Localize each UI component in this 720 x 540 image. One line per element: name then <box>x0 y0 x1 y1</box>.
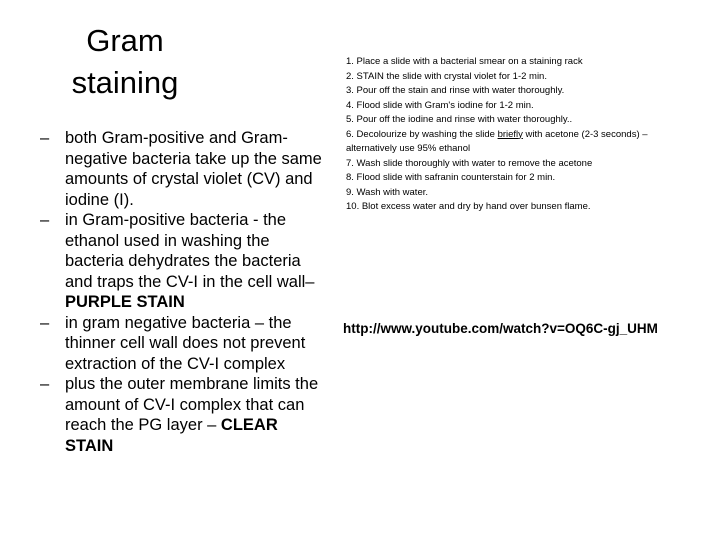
bullet-item <box>38 374 328 456</box>
bullet-dash: – <box>40 313 50 332</box>
bullet-dash: – <box>40 211 50 229</box>
briefly-underlined: briefly <box>497 128 523 140</box>
step-text: 6. Decolourize by washing the slide <box>346 128 498 140</box>
procedure-step: 10. Blot excess water and dry by hand over bunsen flame. <box>346 201 591 212</box>
procedure-steps <box>346 55 666 215</box>
purple-stain-label: PURPLE STAIN <box>65 293 185 311</box>
slide-title <box>50 20 200 104</box>
procedure-step: 1. Place a slide with a bacterial smear on a staining rack <box>346 56 583 67</box>
procedure-step: 2. STAIN the slide with crystal violet for 1-2 min. <box>346 70 547 82</box>
bullet-item <box>38 313 328 375</box>
bullet-text: plus the outer membrane limits the amount of CV-I complex that can reach the PG layer – <box>65 375 319 434</box>
bullet-text: in Gram-positive bacteria - the ethanol used in washing the bacteria dehydrates the bacteria and traps the CV-I in the cell wall– <box>65 211 315 291</box>
procedure-step: 7. Wash slide thoroughly with water to remove the acetone <box>346 157 593 169</box>
title-line-1: Gram <box>86 23 164 58</box>
procedure-step: 9. Wash with water. <box>346 186 429 198</box>
clear-stain-label: CLEAR STAIN <box>65 416 278 455</box>
step-text: with acetone (2-3 seconds) – alternatively use 95% ethanol <box>346 128 648 154</box>
procedure-step <box>346 128 666 157</box>
procedure-step: 4. Flood slide with Gram's iodine for 1-2 min. <box>346 99 534 111</box>
bullet-text: in gram negative bacteria – the thinner cell wall does not prevent extraction of the CV-I complex <box>65 313 306 373</box>
procedure-step: 3. Pour off the stain and rinse with water thoroughly. <box>346 85 565 96</box>
bullet-dash: – <box>40 129 50 147</box>
youtube-link[interactable]: http://www.youtube.com/watch?v=OQ6C-gj_UHM <box>343 321 658 336</box>
bullet-text: both Gram-positive and Gram-negative bacteria take up the same amounts of crystal violet (CV) and iodine (I). <box>65 129 322 209</box>
bullet-list <box>38 128 328 456</box>
procedure-step: 8. Flood slide with safranin counterstain for 2 min. <box>346 172 556 183</box>
title-line-2: staining <box>71 65 179 100</box>
procedure-step: 5. Pour off the iodine and rinse with water thoroughly.. <box>346 114 573 125</box>
bullet-dash: – <box>40 375 50 393</box>
bullet-item <box>38 210 328 313</box>
bullet-item <box>38 128 328 210</box>
